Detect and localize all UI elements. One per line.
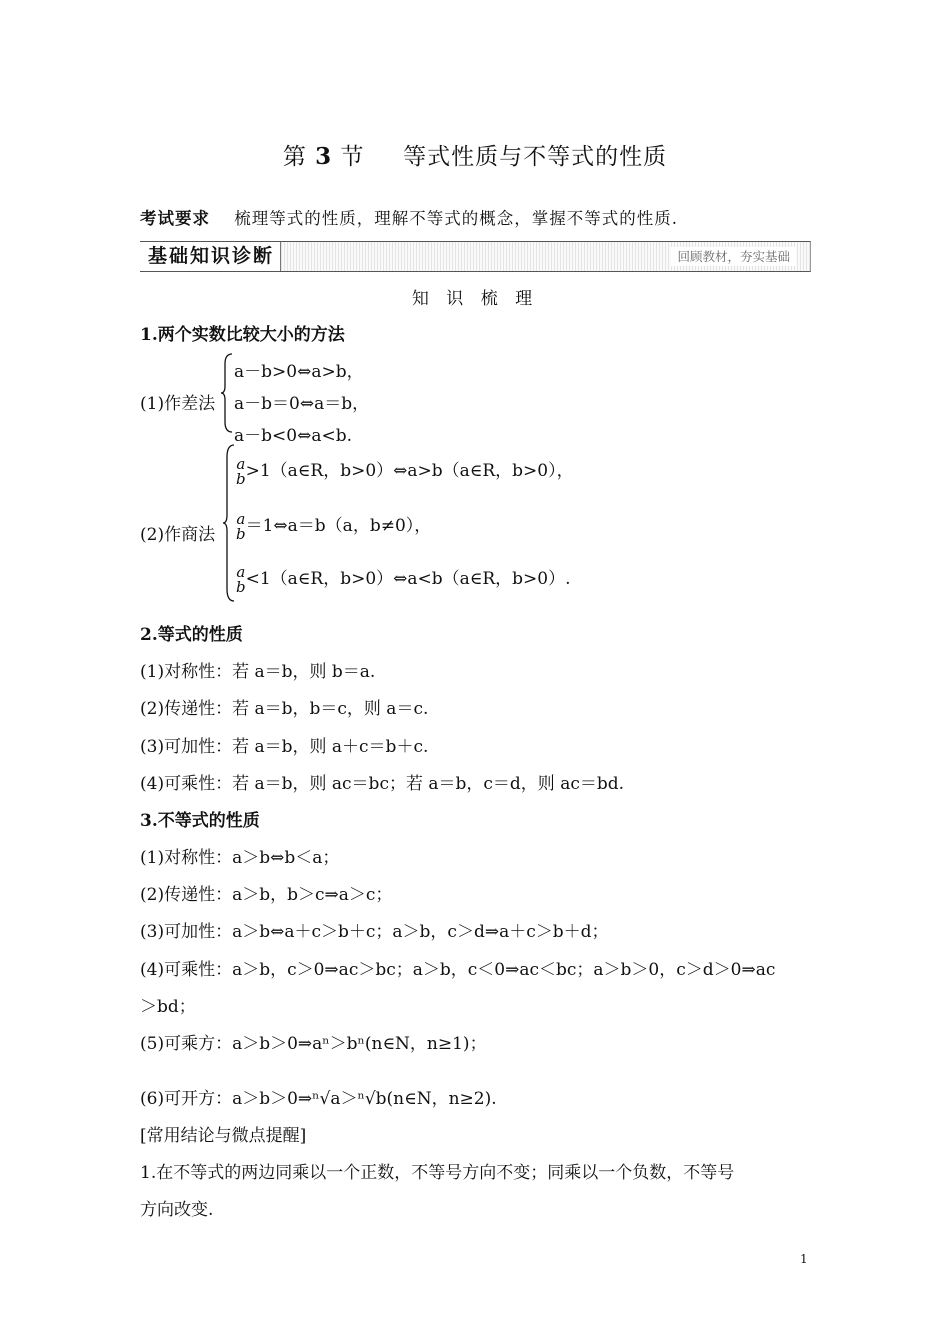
inequality-property-2: (2)传递性：a＞b，b＞c⇒a＞c； xyxy=(140,885,393,905)
equality-property-4: (4)可乘性：若 a＝b，则 ac＝bc；若 a＝b，c＝d，则 ac＝bd. xyxy=(140,774,625,794)
quot-line-1: a b >1（a∈R，b>0）⇔a>b（a∈R，b>0）， xyxy=(236,454,574,488)
section2-heading: 2.等式的性质 xyxy=(140,625,243,645)
quot-line-3: a b <1（a∈R，b>0）⇔a<b（a∈R，b>0）. xyxy=(236,562,571,596)
exam-requirement-text: 梳理等式的性质，理解不等式的概念，掌握不等式的性质. xyxy=(234,209,678,228)
diff-line-3: a－b<0⇔a<b. xyxy=(234,426,352,446)
banner-left-text: 基础知识诊断 xyxy=(148,245,275,267)
section3-heading: 3.不等式的性质 xyxy=(140,811,260,831)
equality-property-3: (3)可加性：若 a＝b，则 a＋c＝b＋c. xyxy=(140,737,429,757)
subtitle: 知 识 梳 理 xyxy=(411,289,539,309)
inequality-property-4: (4)可乘性：a＞b，c＞0⇒ac＞bc；a＞b，c＜0⇒ac＜bc；a＞b＞0，c＞d＞0⇒ac xyxy=(140,960,776,980)
quot-line-2: a b ＝1⇔a＝b（a，b≠0）， xyxy=(236,509,432,543)
conclusion-1-line-2: 方向改变. xyxy=(140,1200,214,1220)
diff-line-2: a－b＝0⇔a＝b， xyxy=(234,394,370,414)
exam-requirement-label: 考试要求 xyxy=(140,209,210,228)
fraction-a-over-b: a b xyxy=(236,562,246,596)
inequality-property-1: (1)对称性：a＞b⇔b＜a； xyxy=(140,848,340,868)
fraction-a-over-b: a b xyxy=(236,509,246,543)
conclusion-1-line-1: 1.在不等式的两边同乘以一个正数，不等号方向不变；同乘以一个负数，不等号 xyxy=(140,1163,735,1183)
inequality-property-5: (5)可乘方：a＞b＞0⇒aⁿ＞bⁿ(n∈N，n≥1)； xyxy=(140,1034,487,1054)
quot-brace xyxy=(222,443,236,603)
banner-left xyxy=(140,242,281,271)
section1-heading: 1.两个实数比较大小的方法 xyxy=(140,325,345,345)
fraction-a-over-b: a b xyxy=(236,454,246,488)
inequality-property-6: (6)可开方：a＞b＞0⇒ⁿ√a＞ⁿ√b(n∈N，n≥2). xyxy=(140,1089,497,1109)
title-number: 3 xyxy=(315,143,333,170)
title-prefix: 第 xyxy=(282,144,307,170)
banner-right-text: 回顾教材，夯实基础 xyxy=(671,247,796,266)
section-banner xyxy=(140,241,811,272)
conclusions-heading: [常用结论与微点提醒] xyxy=(140,1126,307,1146)
exam-requirement xyxy=(140,205,678,229)
diff-brace xyxy=(220,352,234,434)
title-suffix: 节 xyxy=(340,144,365,170)
title-text: 等式性质与不等式的性质 xyxy=(403,144,668,170)
inequality-property-4-cont: ＞bd； xyxy=(140,997,196,1017)
diff-line-1: a－b>0⇔a>b， xyxy=(234,362,364,382)
equality-property-2: (2)传递性：若 a＝b，b＝c，则 a＝c. xyxy=(140,699,429,719)
page-title xyxy=(0,138,950,171)
diff-method-label: (1)作差法 xyxy=(140,394,216,414)
page-number: 1 xyxy=(800,1252,808,1266)
quot-method-label: (2)作商法 xyxy=(140,525,216,545)
equality-property-1: (1)对称性：若 a＝b，则 b＝a. xyxy=(140,662,376,682)
inequality-property-3: (3)可加性：a＞b⇔a＋c＞b＋c；a＞b，c＞d⇒a＋c＞b＋d； xyxy=(140,922,609,942)
